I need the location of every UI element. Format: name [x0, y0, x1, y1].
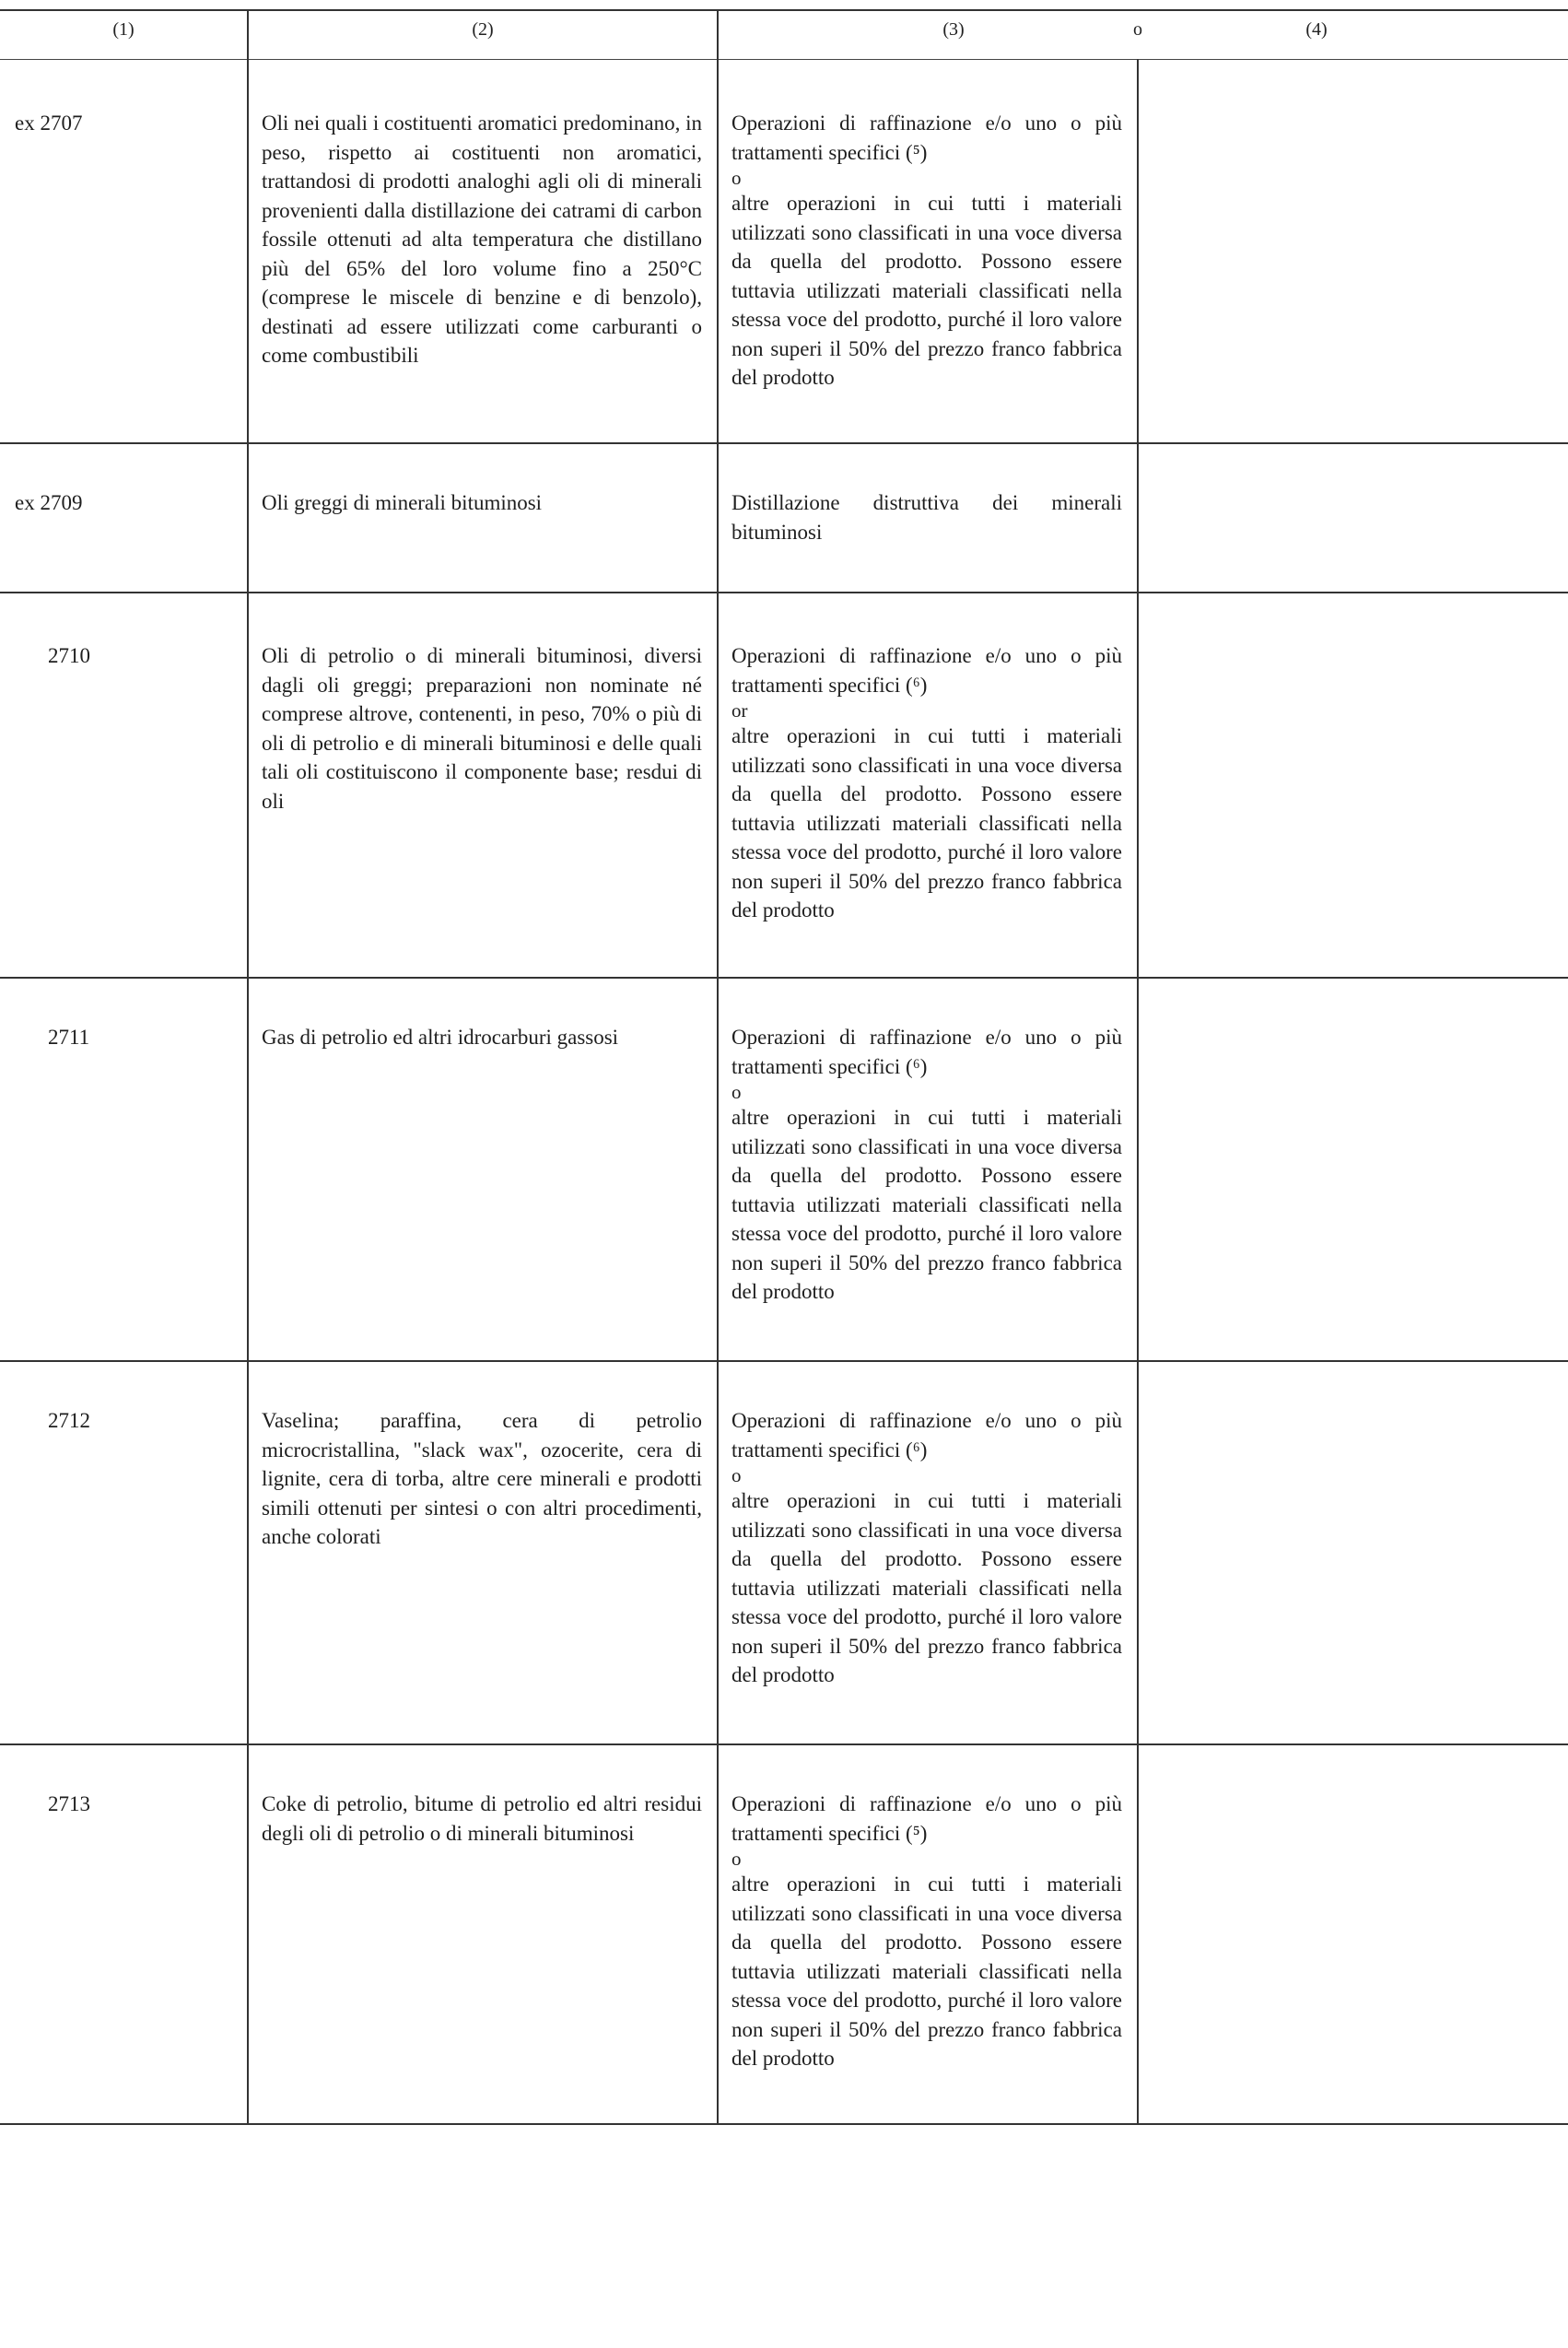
row-separator-4 — [0, 1360, 1568, 1362]
header-bottom-rule — [0, 59, 1568, 60]
table-row-4-description: Gas di petrolio ed altri idrocarburi gassosi — [262, 1026, 619, 1049]
table-row-5-rule-b: altre operazioni in cui tutti i materiali utilizzati sono classificati in una voce diversa da quella del prodotto. Possono essere tuttavia utilizzati materiali classificati nella stessa voce del prodotto, purché il loro valore non superi il 50% del prezzo franco fabbrica del prodotto — [731, 1489, 1122, 1686]
table-row-2-description: Oli greggi di minerali bituminosi — [262, 491, 543, 514]
table-row-1-rule-a: Operazioni di raffinazione e/o uno o più trattamenti specifici (⁵) — [731, 112, 1122, 164]
header-col-3: (3) — [942, 19, 965, 40]
table-row-6-rule — [731, 1790, 1122, 2073]
table-row-1-rule-or: o — [731, 167, 742, 189]
table-row-5-rule-or: o — [731, 1464, 742, 1486]
table-row-1-rule — [731, 109, 1122, 393]
table-row-6-description: Coke di petrolio, bitume di petrolio ed altri residui degli oli di petrolio o di minerali bituminosi — [262, 1792, 702, 1845]
table-row-3-rule-a: Operazioni di raffinazione e/o uno o più trattamenti specifici (⁶) — [731, 644, 1122, 697]
header-col-2: (2) — [472, 19, 494, 40]
table-row-6-rule-or: o — [731, 1848, 742, 1870]
column-divider-2 — [717, 9, 719, 2123]
table-row-3-rule — [731, 641, 1122, 925]
row-separator-2 — [0, 592, 1568, 593]
table-bottom-rule — [0, 2123, 1568, 2125]
table-row-3-code: 2710 — [48, 644, 90, 667]
table-row-4-rule — [731, 1023, 1122, 1307]
row-separator-3 — [0, 977, 1568, 979]
table-row-4-code: 2711 — [48, 1026, 90, 1049]
header-col-1: (1) — [112, 19, 135, 40]
table-row-1-code: ex 2707 — [15, 112, 83, 135]
table-row-5-rule — [731, 1406, 1122, 1690]
table-row-4-rule-a: Operazioni di raffinazione e/o uno o più trattamenti specifici (⁶) — [731, 1026, 1122, 1078]
table-row-6-rule-a: Operazioni di raffinazione e/o uno o più trattamenti specifici (⁵) — [731, 1792, 1122, 1845]
table-row-5-rule-a: Operazioni di raffinazione e/o uno o più trattamenti specifici (⁶) — [731, 1409, 1122, 1462]
header-or: o — [1133, 19, 1142, 40]
table-row-1-rule-b: altre operazioni in cui tutti i materiali utilizzati sono classificati in una voce diversa da quella del prodotto. Possono essere tuttavia utilizzati materiali classificati nella stessa voce del prodotto, purché il loro valore non superi il 50% del prezzo franco fabbrica del prodotto — [731, 192, 1122, 389]
table-row-6-rule-b: altre operazioni in cui tutti i materiali utilizzati sono classificati in una voce diversa da quella del prodotto. Possono essere tuttavia utilizzati materiali classificati nella stessa voce del prodotto, purché il loro valore non superi il 50% del prezzo franco fabbrica del prodotto — [731, 1873, 1122, 2070]
row-separator-5 — [0, 1743, 1568, 1745]
table-row-4-rule-or: o — [731, 1081, 742, 1103]
column-divider-1 — [247, 9, 249, 2123]
table-row-5-code: 2712 — [48, 1409, 90, 1432]
table-row-5-description: Vaselina; paraffina, cera di petrolio microcristallina, "slack wax", ozocerite, cera di lignite, cera di torba, altre cere minerali e prodotti simili ottenuti per sintesi o con altri procedimenti, anche colorati — [262, 1409, 702, 1548]
column-divider-3 — [1137, 59, 1139, 2123]
table-row-6-code: 2713 — [48, 1792, 90, 1815]
table-row-2-rule — [731, 488, 1122, 546]
header-col-4: (4) — [1305, 19, 1328, 40]
table-row-2-rule-a: Distillazione distruttiva dei minerali bituminosi — [731, 491, 1122, 544]
table-row-4-rule-b: altre operazioni in cui tutti i materiali utilizzati sono classificati in una voce diversa da quella del prodotto. Possono essere tuttavia utilizzati materiali classificati nella stessa voce del prodotto, purché il loro valore non superi il 50% del prezzo franco fabbrica del prodotto — [731, 1106, 1122, 1303]
table-row-3-description: Oli di petrolio o di minerali bituminosi, diversi dagli oli greggi; preparazioni non nominate né comprese altrove, contenenti, in peso, 70% o più di oli di petrolio e di minerali bituminosi e delle quali tali oli costituiscono il componente base; resdui di oli — [262, 644, 702, 813]
table-row-3-rule-or: or — [731, 699, 748, 722]
table-top-rule — [0, 9, 1568, 11]
row-separator-1 — [0, 442, 1568, 444]
table-row-3-rule-b: altre operazioni in cui tutti i materiali utilizzati sono classificati in una voce diversa da quella del prodotto. Possono essere tuttavia utilizzati materiali classificati nella stessa voce del prodotto, purché il loro valore non superi il 50% del prezzo franco fabbrica del prodotto — [731, 724, 1122, 922]
table-row-1-description: Oli nei quali i costituenti aromatici predominano, in peso, rispetto ai costituenti non aromatici, trattandosi di prodotti analoghi agli oli di minerali provenienti dalla distillazione dei catrami di carbon fossile ottenuti ad alta temperatura che distillano più del 65% del loro volume fino a 250°C (comprese le miscele di benzine e di benzolo), destinati ad essere utilizzati come carburanti o come combustibili — [262, 112, 702, 367]
table-row-2-code: ex 2709 — [15, 491, 83, 514]
